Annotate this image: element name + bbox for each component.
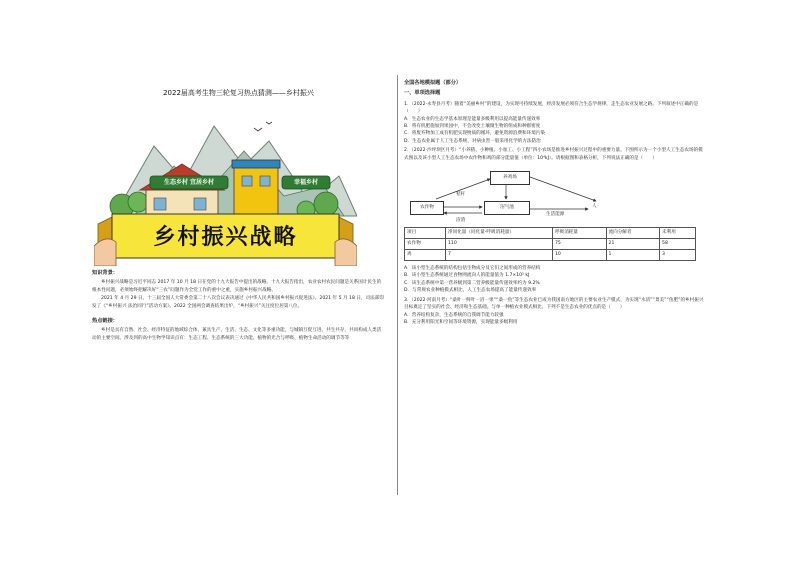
question-2-option-d: D．与常规农业种植模式相比，人工生态农场提高了能量传递效率 — [404, 288, 537, 294]
farm-flow-diagram — [406, 165, 636, 225]
question-2-option-a: A．该小型生态系统的结构包括生物成分及它们之间形成的营养结构 — [404, 266, 541, 272]
knowledge-paragraph: 2021 年 4 月 29 日，十三届全国人大常委会第二十八次会议表决通过《中华人民共和国乡村振兴促进法》。2021 年 5 月 18 日，司法部印发了《“乡村振兴 法治同行”活动方案》。2022 全国两会调查结果出炉，“乡村振兴”关注度位居第八位。 — [92, 296, 384, 309]
sign-ecological-livable: 生态乡村 宜居乡村 — [163, 179, 215, 186]
chicken-farm-box: 养鸡场 — [490, 171, 530, 185]
question-3-stem: 3．（2022·河南月考）“桑叶一鲜叶一沼一果”“桑一鱼”等生态农业已成为我国南方地区的主要农业生产模式，为实现“水清”“景美”“鱼肥”的乡村振兴目标奠定了坚实的社会、经济和生态基础。与单一种植农业模式相比，下列不是生态农业的优点的是（ ） — [404, 297, 704, 311]
hotspot-heading: 热点链接： — [92, 318, 118, 325]
table-cell: 7 — [446, 250, 553, 261]
energy-table — [404, 227, 696, 261]
banner-title: 乡村振兴战略 — [153, 225, 298, 250]
table-cell: 110 — [446, 239, 553, 250]
energy-label: 生活能源 — [546, 212, 565, 218]
knowledge-section — [92, 270, 385, 342]
knowledge-heading: 知识背景： — [92, 270, 118, 276]
table-cell: 10 — [553, 250, 607, 261]
knowledge-paragraph: 乡村振兴战略是习近平同志 2017 年 10 月 18 日在党的十九大报告中提出的战略。十九大报告指出，农业农村农民问题是关系国计民生的根本性问题，必须始终把解决好“三农”问题作为全党工作的重中之重，实施乡村振兴战略。 — [92, 280, 382, 293]
table-cell: 农作物 — [405, 239, 446, 250]
single-choice-heading: 一、单项选择题 — [404, 90, 441, 97]
straw-label: 秸秆 — [456, 192, 466, 198]
table-cell: 3 — [660, 250, 696, 261]
question-2-stem: 2．（2022·沙坪坝区月考）“小养猪、小种植、小加工、小工程”四小农场是推进乡村振兴过程中的重要力量。下图所示为一个小型人工生态农场的模式图以及该小型人工生态农场中农作物和鸡的部分能量值（单位：10⁴kJ）。请根据图和表格分析，下列说法正确的是（ ） — [404, 148, 703, 161]
question-3-option-a: A．营养结构复杂，生态系统的自我调节能力较强 — [404, 312, 504, 318]
table-row — [405, 239, 696, 250]
table-cell: 1 — [606, 250, 660, 261]
table-cell: 21 — [606, 239, 660, 250]
column-divider — [397, 75, 398, 495]
table-header-cell: 净同化量（同化量-呼吸消耗量） — [446, 228, 553, 239]
left-column — [92, 88, 385, 343]
residue-label: 沼渣 — [456, 218, 466, 224]
exercises-heading: 全国各地模拟题（部分） — [404, 80, 462, 86]
table-cell: 鸡 — [405, 250, 446, 261]
question-1-option-c: C．将废弃物加工成有机肥实现物质的循环，避免资源浪费和环境污染 — [404, 131, 546, 137]
table-header-cell: 未利用 — [660, 228, 696, 239]
sign-happy-village: 幸福乡村 — [293, 179, 318, 186]
biogas-box: 沼气池 — [484, 201, 530, 215]
hotspot-paragraph: 乡村是具有自然、社会、经济特征的地域综合体，兼具生产、生活、生态、文化等多重功能，与城镇互促互进、共生共存，共同构成人类活动的主要空间。涉及到的高中生物学知识点有：生态工程、生态系统的三大功能、植物的光合与呼吸、植物生命活动的调节等等 — [92, 328, 382, 341]
table-header-cell: 流向分解者 — [606, 228, 660, 239]
question-2-option-b: B．该小型生态系统通过食物网流向人的能量值为 1.7×10⁵ kJ — [404, 273, 530, 279]
table-header-cell: 项目 — [405, 228, 446, 239]
question-2-option-c: C．该生态系统中第一营养级到第二营养级能量传递效率约为 9.2% — [404, 280, 540, 286]
question-1-option-a: A．生态农业的生态学基本原理是能量多级利用以提高能量传递效率 — [404, 116, 541, 122]
crop-box: 农作物 — [410, 201, 444, 215]
table-header-cell: 呼吸消耗量 — [553, 228, 607, 239]
table-cell: 75 — [553, 239, 607, 250]
person-label: 人 — [592, 204, 597, 210]
question-1-option-b: B．将有机肥施加到果园中，不会改变土壤微生物的组成和种群密度 — [404, 124, 541, 130]
rural-revitalization-illustration — [94, 106, 357, 266]
table-row — [405, 250, 696, 261]
question-1-stem: 1．（2022·永寿县月考）随着“美丽乡村”的建设，为实现可持续发展，经济发展必须符合生态学规律，走生态农业发展之路。下列叙述中正确的是（ ） — [404, 101, 699, 115]
table-header-row — [405, 228, 696, 239]
right-column — [404, 80, 704, 326]
question-3-option-b: B．充分利用阳光和空间等环境资源，实现能量多级利用 — [404, 319, 518, 325]
table-cell: 58 — [660, 239, 696, 250]
document-title: 2022届高考生物三轮复习热点猜测——乡村振兴 — [163, 89, 314, 97]
question-1-option-d: D．生态农业属于人工生态系统，对病虫害一般采用化学的方法防治 — [404, 138, 541, 144]
